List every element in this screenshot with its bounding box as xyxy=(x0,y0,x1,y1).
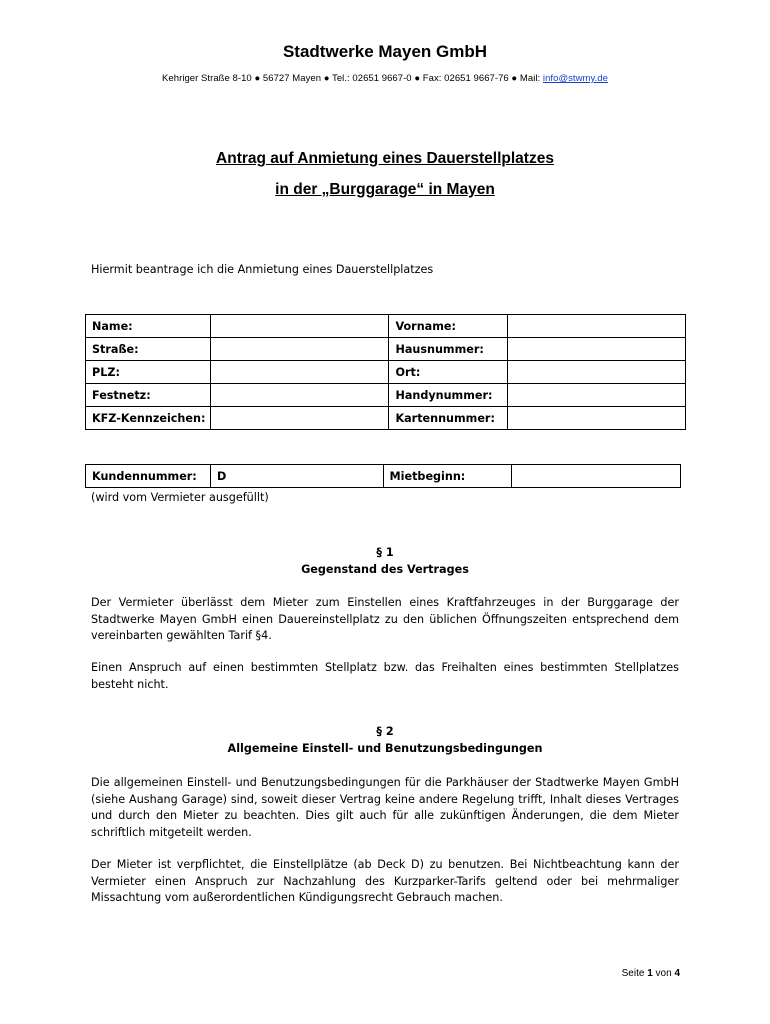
intro-text: Hiermit beantrage ich die Anmietung eines Dauerstellplatzes xyxy=(91,263,434,276)
landlord-note: (wird vom Vermieter ausgefüllt) xyxy=(91,491,269,504)
field-vorname[interactable] xyxy=(508,315,686,338)
field-handynummer[interactable] xyxy=(508,384,686,407)
page-current: 1 xyxy=(647,968,653,979)
label-kartennummer: Kartennummer: xyxy=(389,407,508,430)
document-title-line-1: Antrag auf Anmietung eines Dauerstellplatzes xyxy=(216,150,554,167)
field-festnetz[interactable] xyxy=(210,384,389,407)
field-mietbeginn[interactable] xyxy=(512,465,681,488)
form-row-strasse xyxy=(86,338,686,361)
label-vorname: Vorname: xyxy=(389,315,508,338)
field-kundennummer[interactable]: D xyxy=(210,465,383,488)
form-row-kfz xyxy=(86,407,686,430)
label-plz: PLZ: xyxy=(86,361,211,384)
form-row-plz xyxy=(86,361,686,384)
label-kundennummer: Kundennummer: xyxy=(86,465,211,488)
label-festnetz: Festnetz: xyxy=(86,384,211,407)
field-kartennummer[interactable] xyxy=(508,407,686,430)
section-2-heading: Allgemeine Einstell- und Benutzungsbedingungen xyxy=(227,742,543,755)
company-name: Stadtwerke Mayen GmbH xyxy=(282,42,488,61)
page-prefix: Seite xyxy=(621,968,645,979)
form-row-name xyxy=(86,315,686,338)
label-handynummer: Handynummer: xyxy=(389,384,508,407)
section-1-number: § 1 xyxy=(376,546,394,559)
section-2-paragraph-2: Der Mieter ist verpflichtet, die Einstellplätze (ab Deck D) zu benutzen. Bei Nichtbeachtung kann der Vermieter einen Anspruch zur Nachzahlung des Kurzparker-Tarifs geltend oder bei mehrmaliger Missachtung vom außerordentlichen Kündigungsrecht Gebrauch machen. xyxy=(91,858,679,904)
label-hausnummer: Hausnummer: xyxy=(389,338,508,361)
page-number xyxy=(622,968,680,979)
field-kfz-kennzeichen[interactable] xyxy=(210,407,389,430)
section-2-paragraph-1: Die allgemeinen Einstell- und Benutzungsbedingungen für die Parkhäuser der Stadtwerke Mayen GmbH (siehe Aushang Garage) sind, soweit dieser Vertrag keine andere Regelung trifft, Inhalt dieses Vertrages und durch den Mieter zu beachten. Dies gilt auch für alle zukünftigen Änderungen, die dem Mieter schriftlich mitgeteilt werden. xyxy=(91,776,679,839)
page-separator: von xyxy=(655,968,672,979)
field-hausnummer[interactable] xyxy=(508,338,686,361)
field-plz[interactable] xyxy=(210,361,389,384)
customer-table xyxy=(85,464,681,488)
customer-row xyxy=(86,465,681,488)
label-strasse: Straße: xyxy=(86,338,211,361)
section-1-heading: Gegenstand des Vertrages xyxy=(301,563,469,576)
applicant-form-table xyxy=(85,314,686,430)
label-kfz-kennzeichen: KFZ-Kennzeichen: xyxy=(86,407,211,430)
field-name[interactable] xyxy=(210,315,389,338)
field-strasse[interactable] xyxy=(210,338,389,361)
form-row-festnetz xyxy=(86,384,686,407)
mail-link[interactable]: info@stwmy.de xyxy=(542,73,608,84)
page-total: 4 xyxy=(674,968,680,979)
label-name: Name: xyxy=(86,315,211,338)
company-address xyxy=(0,73,770,84)
label-ort: Ort: xyxy=(389,361,508,384)
section-1-paragraph-2: Einen Anspruch auf einen bestimmten Stellplatz bzw. das Freihalten eines bestimmten Stellplatzes besteht nicht. xyxy=(91,661,679,691)
document-title-line-2: in der „Burggarage“ in Mayen xyxy=(275,181,495,198)
section-1-paragraph-1: Der Vermieter überlässt dem Mieter zum Einstellen eines Kraftfahrzeuges in der Burggarage der Stadtwerke Mayen GmbH einen Dauereinstellplatz zu den üblichen Öffnungszeiten entsprechend dem vereinbarten gewählten Tarif §4. xyxy=(91,596,679,642)
section-2-number: § 2 xyxy=(376,725,394,738)
field-ort[interactable] xyxy=(508,361,686,384)
address-text: Kehriger Straße 8-10 ● 56727 Mayen ● Tel.: 02651 9667-0 ● Fax: 02651 9667-76 ● Mail: xyxy=(162,73,541,84)
label-mietbeginn: Mietbeginn: xyxy=(383,465,512,488)
